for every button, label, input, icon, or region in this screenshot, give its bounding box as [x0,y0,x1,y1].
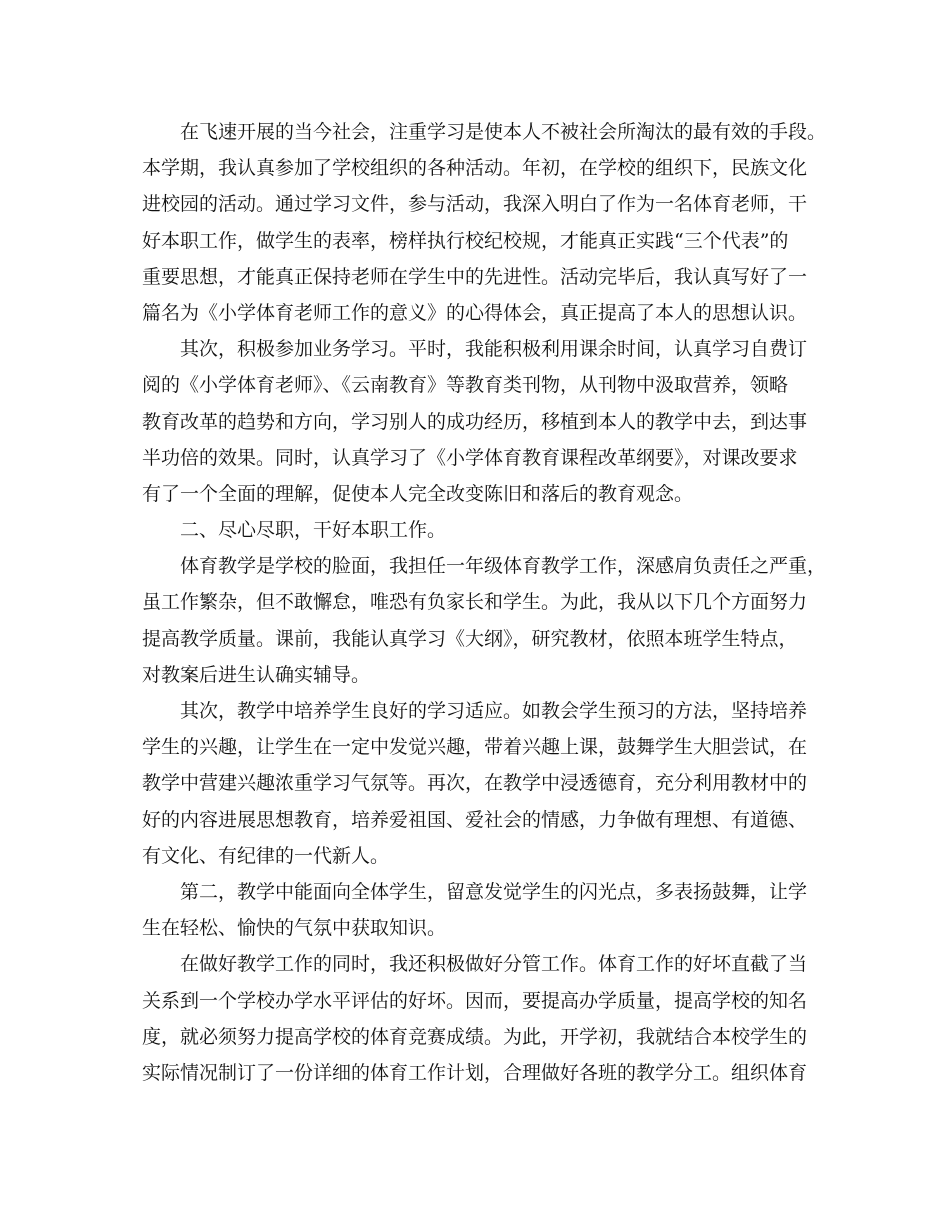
text-line: 篇名为《小学体育老师工作的意义》的心得体会，真正提高了本人的思想认识。 [142,301,808,324]
text-line: 第二，教学中能面向全体学生，留意发觉学生的闪光点，多表扬鼓舞，让学 [180,880,808,903]
text-line: 学生的兴趣，让学生在一定中发觉兴趣，带着兴趣上课，鼓舞学生大胆尝试，在 [142,736,808,759]
text-line: 有了一个全面的理解，促使本人完全改变陈旧和落后的教育观念。 [142,482,694,505]
text-line: 在飞速开展的当今社会，注重学习是使本人不被社会所淘汰的最有效的手段。 [180,121,827,143]
text-line: 阅的《小学体育老师》、《云南教育》等教育类刊物，从刊物中汲取营养，领略 [142,374,789,397]
text-line: 关系到一个学校办学水平评估的好坏。因而，要提高办学质量，提高学校的知名 [142,989,808,1012]
text-line: 教育改革的趋势和方向，学习别人的成功经历，移植到本人的教学中去，到达事 [142,410,808,433]
text-line: 生在轻松、愉快的气氛中获取知识。 [142,917,447,940]
document-body [142,114,827,1091]
text-line: 进校园的活动。通过学习文件，参与活动，我深入明白了作为一名体育老师，干 [142,193,808,216]
text-line: 对教案后进生认确实辅导。 [142,663,371,686]
text-line: 教学中营建兴趣浓重学习气氛等。再次，在教学中浸透德育，充分利用教材中的 [142,772,808,795]
text-line: 其次，教学中培养学生良好的学习适应。如教会学生预习的方法，坚持培养 [180,700,808,722]
text-line: 在做好教学工作的同时，我还积极做好分管工作。体育工作的好坏直截了当 [180,953,808,976]
text-line: 其次，积极参加业务学习。平时，我能积极利用课余时间，认真学习自费订 [180,338,808,361]
text-line: 度，就必须努力提高学校的体育竞赛成绩。为此，开学初，我就结合本校学生的 [142,1025,808,1048]
text-line: 提高教学质量。课前，我能认真学习《大纲》，研究教材，依照本班学生特点， [142,627,798,650]
text-line: 有文化、有纪律的一代新人。 [142,844,390,867]
text-line: 好本职工作，做学生的表率，榜样执行校纪校规，才能真正实践“三个代表”的 [142,229,789,252]
text-line: 实际情况制订了一份详细的体育工作计划，合理做好各班的教学分工。组织体育 [142,1061,808,1084]
text-line: 本学期，我认真参加了学校组织的各种活动。年初，在学校的组织下，民族文化 [142,157,808,180]
text-line: 重要思想，才能真正保持老师在学生中的先进性。活动完毕后，我认真写好了一 [142,265,808,288]
text-line: 半功倍的效果。同时，认真学习了《小学体育教育课程改革纲要》，对课改要求 [142,446,798,469]
text-line: 好的内容进展思想教育，培养爱祖国、爱社会的情感，力争做有理想、有道德、 [142,808,808,831]
text-line: 体育教学是学校的脸面，我担任一年级体育教学工作，深感肩负责任之严重， [180,555,827,578]
text-line: 虽工作繁杂，但不敢懈怠，唯恐有负家长和学生。为此，我从以下几个方面努力 [142,591,808,614]
text-line: 二、尽心尽职，干好本职工作。 [180,519,447,542]
